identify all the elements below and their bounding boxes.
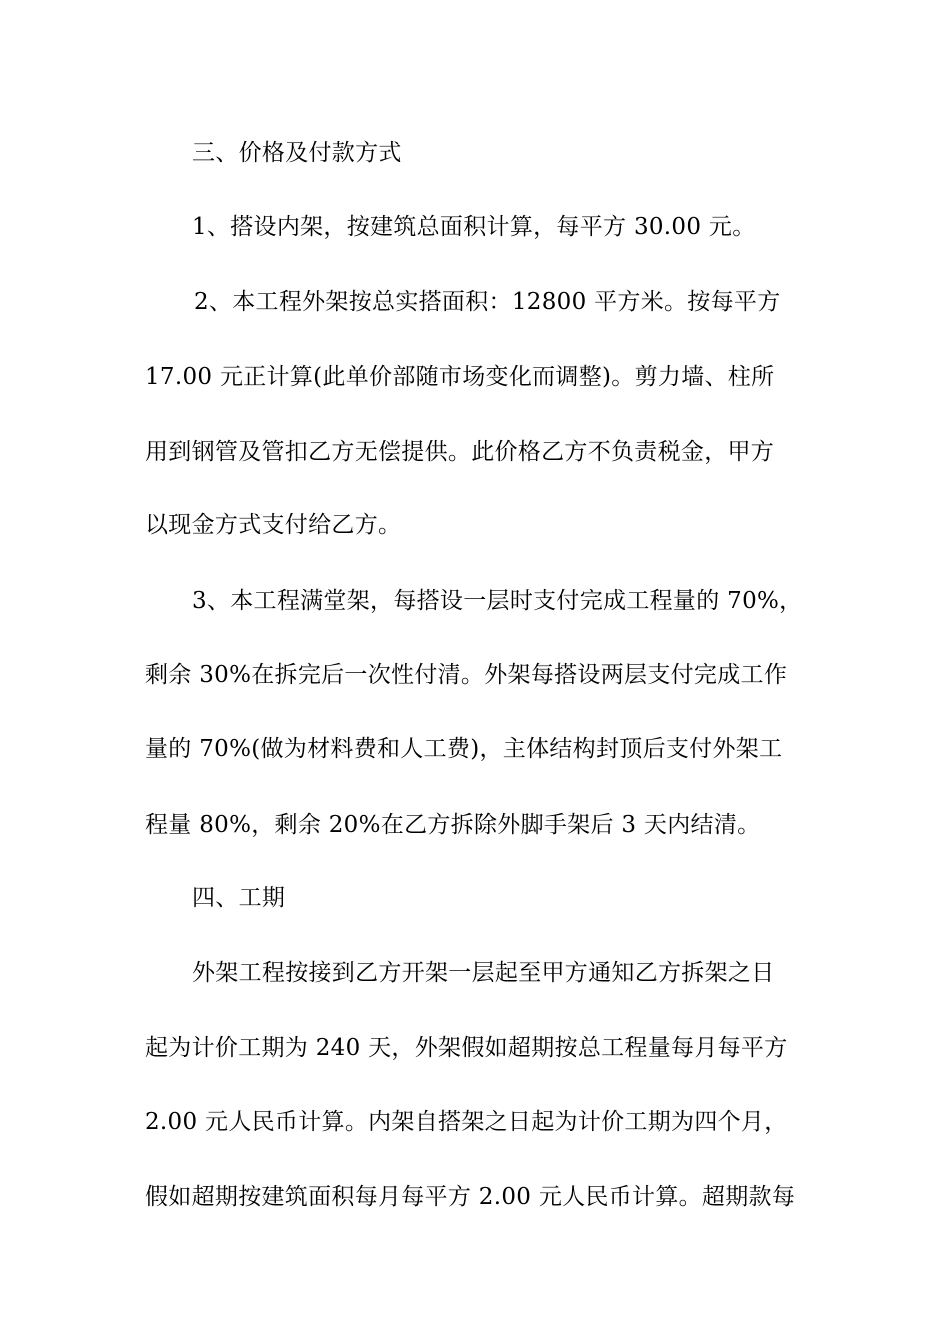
- section-heading-price-payment: 三、价格及付款方式: [192, 140, 402, 166]
- paragraph-line: 用到钢管及管扣乙方无偿提供。此价格乙方不负责税金，甲方: [145, 439, 775, 465]
- section-heading-schedule: 四、工期: [192, 885, 286, 911]
- paragraph-line: 量的 70%(做为材料费和人工费)，主体结构封顶后支付外架工: [145, 736, 783, 762]
- paragraph-line: 2、本工程外架按总实搭面积：12800 平方米。按每平方: [194, 289, 781, 315]
- paragraph-line: 剩余 30%在拆完后一次性付清。外架每搭设两层支付完成工作: [145, 662, 788, 688]
- paragraph-line: 以现金方式支付给乙方。: [145, 512, 402, 538]
- paragraph-line: 1、搭设内架，按建筑总面积计算，每平方 30.00 元。: [192, 214, 756, 240]
- paragraph-line: 3、本工程满堂架，每搭设一层时支付完成工程量的 70%，: [192, 588, 803, 614]
- paragraph-line: 起为计价工期为 240 天，外架假如超期按总工程量每月每平方: [145, 1035, 788, 1061]
- paragraph-line: 2.00 元人民币计算。内架自搭架之日起为计价工期为四个月，: [145, 1109, 788, 1135]
- paragraph-line: 程量 80%，剩余 20%在乙方拆除外脚手架后 3 天内结清。: [145, 812, 761, 838]
- paragraph-line: 17.00 元正计算(此单价部随市场变化而调整)。剪力墙、柱所: [145, 364, 775, 390]
- paragraph-line: 外架工程按接到乙方开架一层起至甲方通知乙方拆架之日: [192, 960, 775, 986]
- paragraph-line: 假如超期按建筑面积每月每平方 2.00 元人民币计算。超期款每: [145, 1184, 796, 1210]
